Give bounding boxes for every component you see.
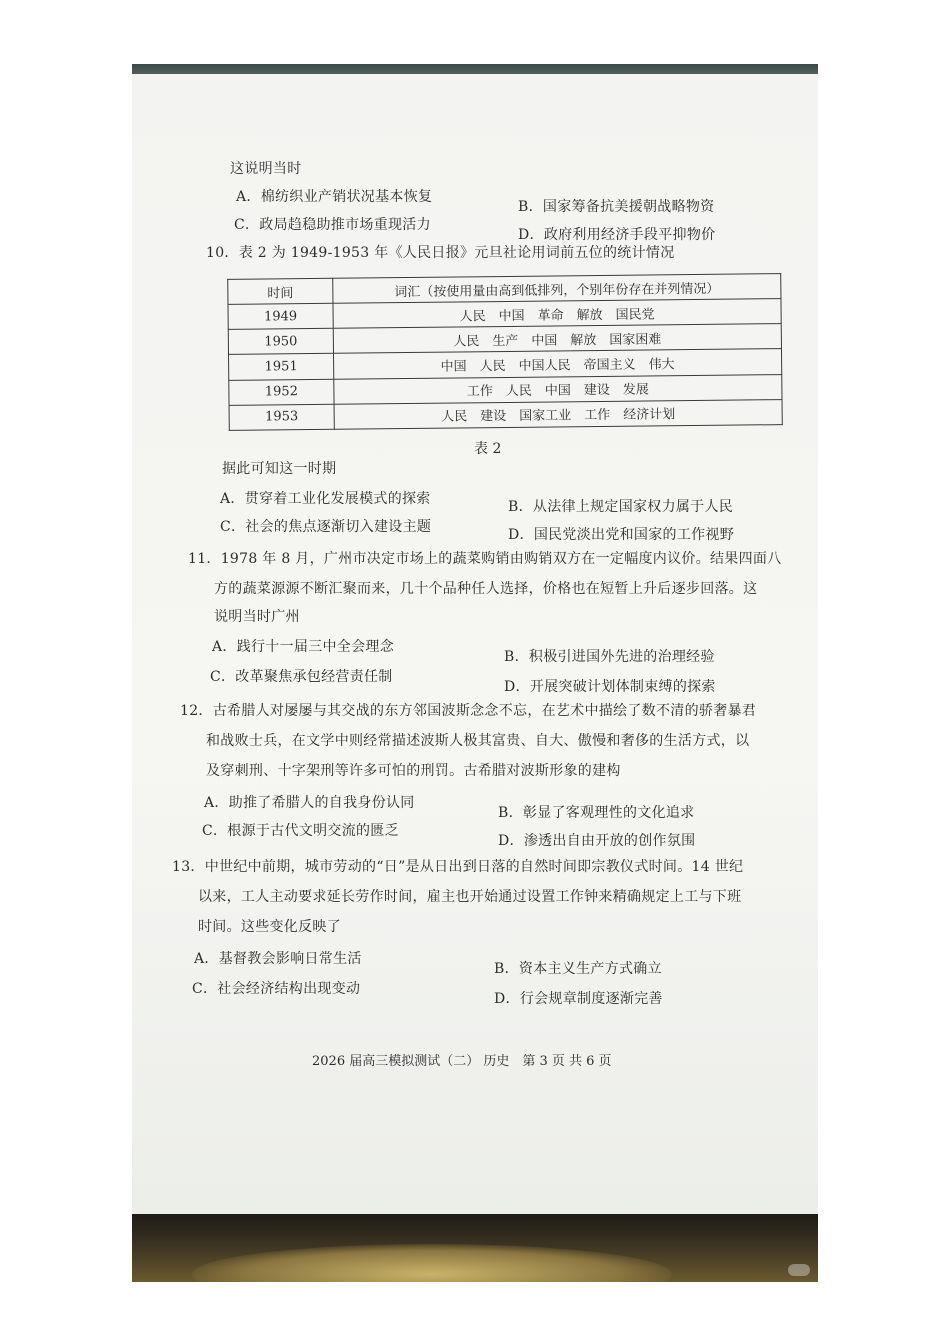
q10-table: [227, 273, 783, 431]
watermark-badge: [788, 1264, 810, 1276]
table-caption: 表 2: [474, 441, 502, 457]
q11-option-a: A．践行十一届三中全会理念: [212, 639, 395, 655]
table-cell-year: 1951: [229, 354, 334, 380]
q12-option-d: D．渗透出自由开放的创作氛围: [498, 833, 696, 849]
q10-ask: 据此可知这一时期: [222, 461, 337, 477]
table-cell-words: 中国 人民 中国人民 帝国主义 伟大: [334, 349, 782, 379]
table-cell-words: 人民 生产 中国 解放 国家困难: [333, 324, 781, 354]
q9-option-d: D．政府利用经济手段平抑物价: [518, 227, 716, 243]
q11-option-d: D．开展突破计划体制束缚的探索: [504, 679, 716, 695]
q13-line-1: 13．中世纪中前期，城市劳动的“日”是从日出到日落的自然时间即宗教仪式时间。14 世纪: [172, 859, 744, 875]
q12-option-a: A．助推了希腊人的自我身份认同: [204, 795, 415, 811]
q10-option-a: A．贯穿着工业化发展模式的探索: [220, 491, 431, 507]
q13-option-c: C．社会经济结构出现变动: [192, 981, 361, 997]
table-cell-year: 1949: [228, 303, 333, 329]
q12-option-c: C．根源于古代文明交流的匮乏: [202, 823, 399, 839]
photo-frame: [132, 64, 818, 1282]
q13-line-2: 以来，工人主动要求延长劳作时间，雇主也开始通过设置工作钟来精确规定上工与下班: [198, 889, 742, 905]
q12-line-1: 12．古希腊人对屡屡与其交战的东方邻国波斯念念不忘，在艺术中描绘了数不清的骄奢暴君: [180, 703, 757, 719]
table-cell-words: 人民 中国 革命 解放 国民党: [333, 299, 781, 329]
q9-option-c: C．政局趋稳助推市场重现活力: [234, 217, 431, 233]
table-cell-year: 1950: [228, 329, 333, 355]
q13-option-a: A．基督教会影响日常生活: [194, 951, 362, 967]
q13-option-b: B．资本主义生产方式确立: [494, 961, 662, 977]
table-cell-year: 1953: [229, 404, 334, 430]
q11-option-b: B．积极引进国外先进的治理经验: [504, 649, 715, 665]
q12-option-b: B．彰显了客观理性的文化追求: [498, 805, 695, 821]
table-cell-words: 工作 人民 中国 建设 发展: [334, 374, 782, 404]
table-header-words: 词汇（按使用量由高到低排列，个别年份存在并列情况）: [333, 274, 781, 304]
q11-line-2: 方的蔬菜源源不断汇聚而来，几十个品种任人选择，价格也在短暂上升后逐步回落。这: [214, 581, 758, 597]
paper-content: [132, 74, 818, 1214]
q10-option-d: D．国民党淡出党和国家的工作视野: [508, 527, 735, 543]
q9-option-b: B．国家筹备抗美援朝战略物资: [518, 199, 715, 215]
q10-option-c: C．社会的焦点逐渐切入建设主题: [220, 519, 432, 535]
exam-paper: [132, 74, 818, 1214]
page-footer: 2026 届高三模拟测试（二） 历史 第 3 页 共 6 页: [312, 1054, 612, 1069]
q12-line-3: 及穿刺刑、十字架刑等许多可怕的刑罚。古希腊对波斯形象的建构: [206, 763, 621, 779]
q13-line-3: 时间。这些变化反映了: [198, 919, 341, 935]
q11-option-c: C．改革聚焦承包经营责任制: [210, 669, 393, 685]
q10-option-b: B．从法律上规定国家权力属于人民: [508, 499, 734, 515]
q9-stem-tail: 这说明当时: [230, 161, 302, 177]
q9-option-a: A．棉纺织业产销状况基本恢复: [236, 189, 433, 205]
q10-stem: 10．表 2 为 1949-1953 年《人民日报》元旦社论用词前五位的统计情况: [206, 245, 675, 261]
table-cell-words: 人民 建设 国家工业 工作 经济计划: [334, 399, 782, 429]
q13-option-d: D．行会规章制度逐渐完善: [494, 991, 663, 1007]
q11-line-3: 说明当时广州: [214, 609, 300, 625]
table-cell-year: 1952: [229, 379, 334, 405]
table-header-year: 时间: [228, 278, 333, 304]
q11-line-1: 11．1978 年 8 月，广州市决定市场上的蔬菜购销由购销双方在一定幅度内议价。结果四面八: [188, 551, 782, 567]
q12-line-2: 和战败士兵，在文学中则经常描述波斯人极其富贵、自大、傲慢和奢侈的生活方式，以: [206, 733, 750, 749]
table-row: [229, 399, 782, 430]
